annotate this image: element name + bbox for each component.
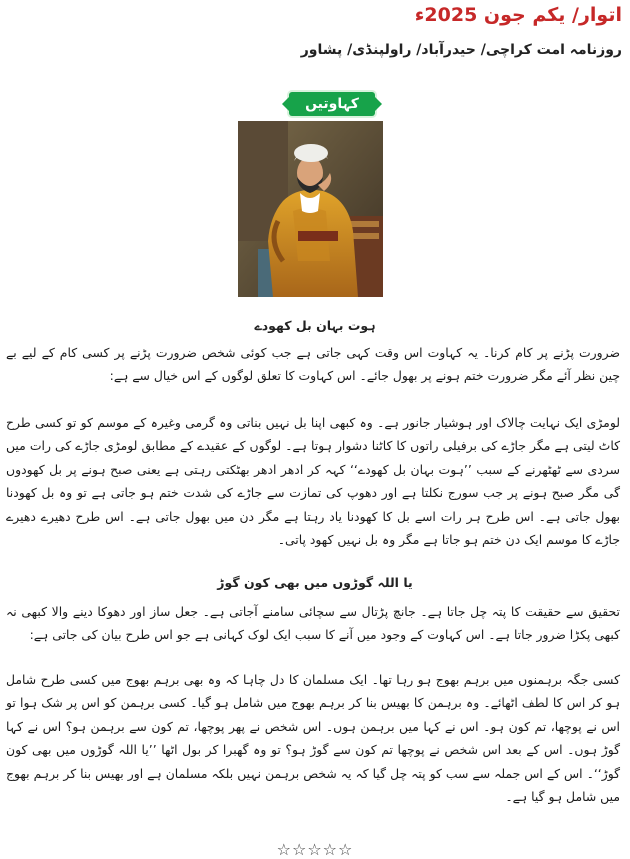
proverb-title-2: یا اللہ گوڑوں میں بھی کون گوڑ (217, 575, 413, 590)
star-ornament: ☆☆☆☆☆ (276, 840, 354, 859)
proverb-1-intro-paragraph: ضرورت پڑنے پر کام کرنا۔ یہ کہاوت اس وقت کہی جاتی ہے جب کوئی شخص ضرورت پڑنے پر کسی کام کے لیے بے چین نظر آئے مگر ضرورت ختم ہونے پر بھول جائے۔ اس کہاوت کا تعلق لوگوں کے اس خیال سے ہے: (6, 345, 620, 384)
proverb-2-intro-paragraph: تحقیق سے حقیقت کا پتہ چل جاتا ہے۔ جانچ پڑتال سے سچائی سامنے آجاتی ہے۔ جعل ساز اور دھوکا دینے والا کبھی نہ کبھی پکڑا ضرور جاتا ہے۔ اس کہاوت کے وجود میں آنے کا سبب ایک لوک کہانی ہے جو اس طرح بیان کی جاتی ہے: (6, 604, 620, 643)
proverb-2-story-paragraph: کسی جگہ برہمنوں میں برہم بھوج ہو رہا تھا۔ ایک مسلمان کا دل چاہا کہ وہ بھی برہم بھوج میں کسی طرح شامل ہو کر اس کا لطف اٹھائے۔ وہ برہمن کا بھیس بنا کر برہم بھوج میں شامل ہو گیا۔ کسی برہمن کو اس پر شک ہوا تو اس نے پوچھا، تم کون ہو۔ اس نے کہا میں برہمن ہوں۔ اس شخص نے پھر پوچھا، تم کون سے برہمن ہو؟ اس نے کہا گوڑ ہوں۔ اس کے بعد اس شخص نے پوچھا تم کون سے گوڑ ہو؟ تو وہ گھبرا کر بول اٹھا ’’یا اللہ گوڑوں میں بھی کون گوڑ‘‘۔ اس کے اس جملہ سے سب کو پتہ چل گیا کہ یہ شخص برہمن نہیں بلکہ مسلمان ہے اور بھیس بنا کر برہم بھوج میں شامل ہو گیا ہے۔ (6, 672, 620, 805)
publication-date: اتوار/ یکم جون 2025ء (414, 4, 622, 26)
newspaper-source-line: روزنامہ امت کراچی/ حیدرآباد/ راولپنڈی/ پشاور (300, 42, 622, 58)
scholar-portrait-illustration (238, 121, 383, 297)
proverb-1-story-paragraph: لومڑی ایک نہایت چالاک اور ہوشیار جانور ہے۔ وہ کبھی اپنا بل نہیں بناتی وہ گرمی وغیرہ کے موسم کو تو کسی طرح کاٹ لیتی ہے مگر جاڑے کی برفیلی راتوں کا کاٹنا دشوار ہوتا ہے۔ لوگوں کے عقیدے کے مطابق لومڑی جاڑے کی رات میں سردی سے ٹھٹھرنے کے سبب ’’ہوت بہان بل کھودے‘‘ کہہ کر ادھر ادھر بھٹکتی رہتی ہے یعنی صبح ہونے پر بل کھودوں گی مگر صبح ہونے پر جب سورج نکلتا ہے اور دھوپ کی تمازت سے جاڑے کی شدت ختم ہو جاتی ہے تو وہ بل کھودنا بھول جاتی ہے۔ اس طرح ہر رات اسے بل کا کھودنا یاد رہتا ہے مگر دن میں بھول جاتی ہے۔ اس طرح دھیرے دھیرے جاڑے کا موسم ایک دن ختم ہو جاتا ہے مگر وہ بل نہیں کھود پاتی۔ (6, 415, 620, 548)
section-banner: کہاوتیں (289, 92, 375, 116)
proverb-title-1: ہوت بہان بل کھودے (254, 318, 376, 333)
